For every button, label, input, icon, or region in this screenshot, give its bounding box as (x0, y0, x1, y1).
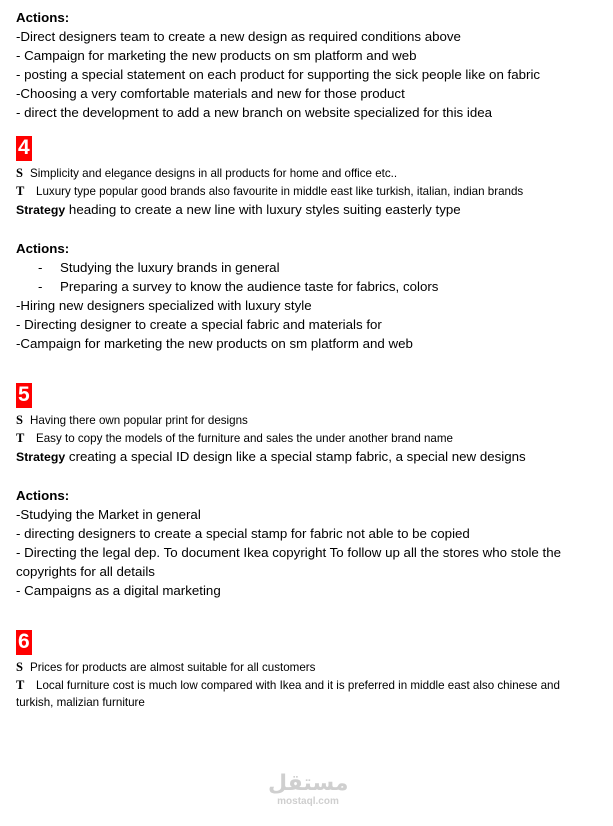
threat-letter: T (16, 183, 25, 198)
bullet-text: Preparing a survey to know the audience taste for fabrics, colors (60, 279, 439, 294)
action-item: -Campaign for marketing the new products on sm platform and web (16, 336, 413, 351)
strategy-text: creating a special ID design like a special stamp fabric, a special new designs (68, 449, 526, 464)
section-number-6: 6 (18, 630, 30, 653)
bullet-item (16, 258, 601, 277)
bullet-dash: - (38, 260, 43, 275)
threat-letter: T (16, 430, 25, 445)
actions-heading-4: Actions: (16, 241, 70, 256)
action-item: - Campaign for marketing the new products on sm platform and web (16, 48, 417, 63)
watermark-latin: mostaql.com (277, 796, 339, 807)
section-number-badge-6 (16, 628, 601, 659)
strategy-text: heading to create a new line with luxury styles suiting easterly type (68, 202, 461, 217)
section-number-badge-5 (16, 381, 601, 412)
strategy-label: Strategy (16, 450, 66, 464)
document-page (16, 8, 601, 712)
bullet-text: Studying the luxury brands in general (60, 260, 280, 275)
strength-text: Simplicity and elegance designs in all products for home and office etc.. (30, 167, 398, 180)
swot-strength-row (16, 165, 601, 183)
strategy-row (16, 200, 601, 220)
strength-letter: S (16, 413, 23, 427)
swot-strength-row (16, 412, 601, 430)
section-number-5: 5 (18, 383, 30, 406)
strength-letter: S (16, 166, 23, 180)
strength-letter: S (16, 660, 23, 674)
strategy-label: Strategy (16, 203, 66, 217)
section-number-4: 4 (18, 136, 30, 159)
action-item: - directing designers to create a special stamp for fabric not able to be copied (16, 526, 470, 541)
actions-heading-5: Actions: (16, 488, 70, 503)
watermark-arabic: مستقل (268, 771, 349, 796)
action-item: - Directing the legal dep. To document Ikea copyright To follow up all the stores who stole the copyrights for all details (16, 545, 561, 579)
mostaql-watermark (268, 772, 348, 808)
strength-text: Prices for products are almost suitable for all customers (30, 661, 316, 674)
swot-threat-row (16, 183, 576, 201)
action-item: - direct the development to add a new branch on website specialized for this idea (16, 105, 493, 120)
action-item: -Hiring new designers specialized with luxury style (16, 298, 312, 313)
bullet-dash: - (38, 279, 43, 294)
swot-threat-row (16, 430, 601, 448)
threat-text: Easy to copy the models of the furniture and sales the under another brand name (36, 431, 453, 445)
swot-strength-row (16, 659, 601, 677)
action-item: - Campaigns as a digital marketing (16, 583, 221, 598)
strength-text: Having there own popular print for designs (30, 414, 248, 427)
action-item: -Direct designers team to create a new design as required conditions above (16, 29, 461, 44)
bullet-item (16, 277, 601, 296)
strategy-row (16, 447, 601, 467)
action-item: -Studying the Market in general (16, 507, 201, 522)
threat-text: Local furniture cost is much low compared with Ikea and it is preferred in middle east also chinese and turkish, malizian furniture (16, 678, 560, 709)
section-number-badge-4 (16, 134, 601, 165)
action-item: - posting a special statement on each product for supporting the sick people like on fabric (16, 67, 541, 82)
action-item: - Directing designer to create a special fabric and materials for (16, 317, 382, 332)
threat-letter: T (16, 677, 25, 692)
action-item: -Choosing a very comfortable materials and new for those product (16, 86, 405, 101)
threat-text: Luxury type popular good brands also favourite in middle east like turkish, italian, indian brands (36, 184, 524, 198)
actions-heading-3: Actions: (16, 10, 70, 25)
swot-threat-row (16, 677, 576, 712)
